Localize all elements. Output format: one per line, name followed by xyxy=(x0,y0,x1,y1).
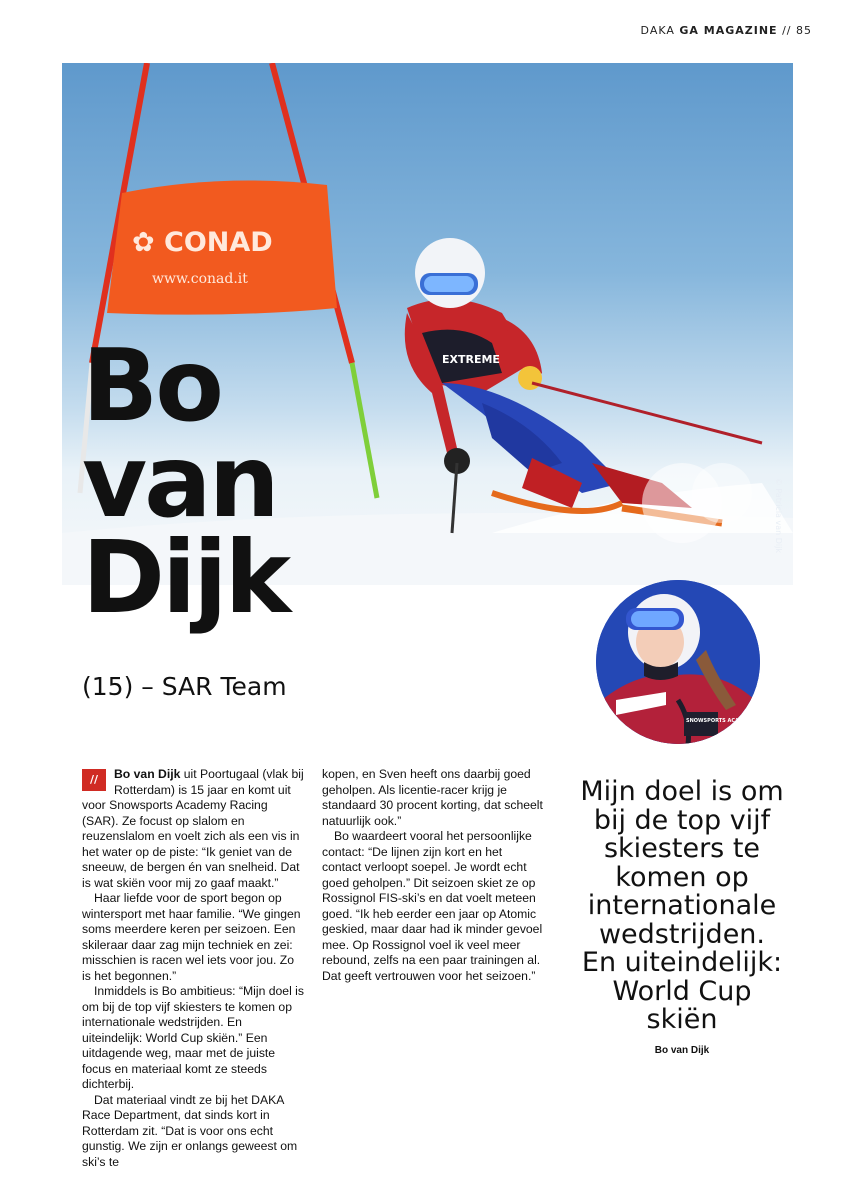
page-header xyxy=(641,24,812,37)
page-number: 85 xyxy=(796,24,812,37)
header-brand: DAKA xyxy=(640,24,675,37)
article-lead-name: Bo van Dijk xyxy=(114,767,181,781)
pull-quote: Mijn doel is om bij de top vijf skiesters te komen op internationale wedstrijden. En uiteindelijk: World Cup skiën xyxy=(580,776,784,1035)
article-paragraph xyxy=(82,767,304,891)
banner-url: www.conad.it xyxy=(152,271,248,287)
pull-quote-author: Bo van Dijk xyxy=(654,1045,710,1056)
header-magazine: GA MAGAZINE xyxy=(679,24,778,37)
section-marker: // xyxy=(82,769,106,791)
photo-credit: © Patricia van Dijk xyxy=(774,477,783,553)
article-column-1 xyxy=(82,767,304,1170)
article-paragraph: kopen, en Sven heeft ons daarbij goed geholpen. Als licentie-racer krijg je standaard 30 procent korting, dat scheelt natuurlijk ook.” xyxy=(322,767,543,828)
jacket-text: SNOWSPORTS ACADEMY xyxy=(686,718,756,724)
article-p1-text: uit Poortugaal (vlak bij Rotterdam) is 15 jaar en komt uit voor Snowsports Academy Racing (SAR). Ze focust op slalom en reuzenslalom en voelt zich als een vis in het water op de piste: “Ik geniet van de sneeuw, de bergen én van snelheid. Dat is wat skiën voor mij zo gaaf maakt.” xyxy=(82,767,304,890)
title-line-2: van xyxy=(82,423,277,540)
athlete-subtitle: (15) – SAR Team xyxy=(82,672,287,701)
article-column-2 xyxy=(322,767,544,984)
banner-brand: ✿ CONAD xyxy=(132,227,273,258)
article-paragraph: Haar liefde voor de sport begon op wintersport met haar familie. “We gingen soms meerdere keren per seizoen. Een skileraar daar zag mijn techniek en zei: misschien is racen wel iets voor jou. Zo is het begonnen.” xyxy=(82,891,301,983)
bib-text: EXTREME xyxy=(442,353,500,366)
title-line-1: Bo xyxy=(82,327,221,444)
article-paragraph: Dat materiaal vindt ze bij het DAKA Race Department, dat sinds kort in Rotterdam zit. “Dat is voor ons echt gunstig. We zijn er onlangs geweest om ski’s te xyxy=(82,1092,298,1169)
article-paragraph: Inmiddels is Bo ambitieus: “Mijn doel is om bij de top vijf skiesters te komen op internationale wedstrijden. En uiteindelijk: World Cup skiën.” Een uitdagende weg, maar met de juiste focus en materiaal komt ze steeds dichterbij. xyxy=(82,984,304,1091)
header-separator: // xyxy=(782,24,792,37)
article-paragraph: Bo waardeert vooral het persoonlijke contact: “De lijnen zijn kort en het contact verloopt soepel. Je wordt echt goed geholpen.” Dit seizoen skiet ze op Rossignol FIS-ski’s en dat voelt meteen goed. “Ik heb eerder een jaar op Atomic geskied, maar daar had ik minder gevoel mee. Op Rossignol voel ik veel meer rebound, zelfs na een paar trainingen al. Dat geeft vertrouwen voor het seizoen.” xyxy=(322,829,543,983)
athlete-portrait xyxy=(596,580,760,744)
portrait-illustration xyxy=(596,580,760,744)
athlete-name-title xyxy=(82,327,289,636)
title-line-3: Dijk xyxy=(82,519,289,636)
